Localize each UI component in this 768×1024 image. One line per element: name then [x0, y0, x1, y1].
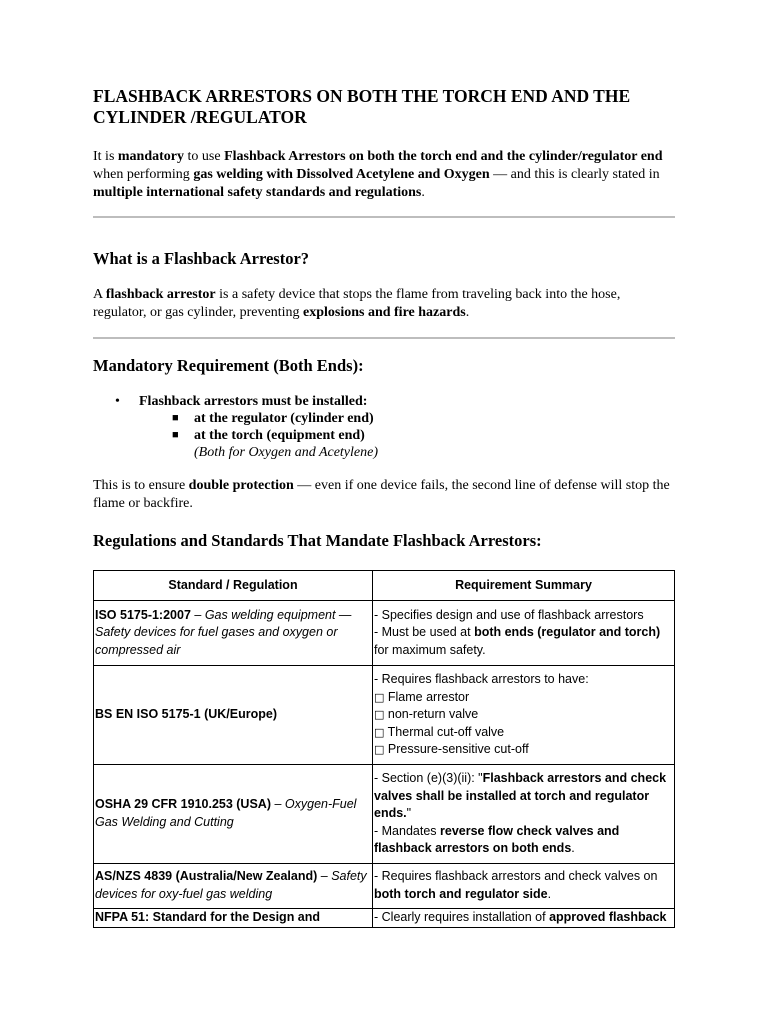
document-page [93, 86, 675, 928]
list-item [93, 393, 675, 410]
requirement-line [374, 624, 673, 642]
requirement-item [374, 741, 673, 759]
protection-text: — even if one device fails, the second line of defense will stop the flame or backfire. [93, 478, 670, 511]
requirement-item-label: Thermal cut-off valve [387, 724, 505, 739]
intro-text: . [421, 185, 425, 200]
table-row [94, 666, 675, 765]
table-row [94, 601, 675, 666]
requirement-line: - Requires flashback arrestors to have: [374, 672, 589, 687]
definition-bold: flashback arrestor [105, 287, 216, 302]
requirement-text: - Must be used at [374, 625, 475, 640]
list-item-label: Flashback arrestors must be installed: [139, 394, 368, 409]
intro-text: — and this is clearly stated in [489, 167, 660, 182]
requirement-bold: both torch and regulator side [374, 887, 548, 901]
divider [93, 337, 675, 339]
requirement-item-label: non-return valve [387, 707, 479, 722]
requirement-cell [373, 601, 675, 666]
definition-text: . [465, 305, 470, 320]
requirement-item [374, 689, 673, 707]
standard-description: Oxygen-Fuel Gas Welding and Cutting [95, 797, 357, 829]
divider [93, 216, 675, 218]
bullet-icon: • [115, 394, 120, 409]
requirement-text: - Mandates [374, 823, 441, 838]
section-heading-regulations: Regulations and Standards That Mandate Flashback Arrestors: [93, 531, 542, 550]
requirement-line [374, 823, 673, 858]
intro-text: when performing [93, 167, 194, 182]
separator: – [190, 607, 205, 622]
separator: – [317, 869, 332, 884]
intro-bold: mandatory [117, 149, 185, 164]
requirement-text: - Clearly requires installation of [374, 910, 550, 924]
intro-paragraph [93, 148, 675, 202]
sub-list-item [93, 410, 675, 427]
standards-table [93, 570, 675, 928]
square-bullet-icon: ■ [172, 429, 179, 441]
protection-bold: double protection [188, 478, 294, 493]
requirement-cell [373, 666, 675, 765]
requirement-text: " [406, 806, 412, 821]
definition-bold: explosions and fire hazards [302, 305, 466, 320]
requirement-list [93, 393, 675, 461]
table-row [94, 864, 675, 909]
requirement-text: . [547, 887, 552, 901]
checkbox-glyph-icon: □ [374, 743, 385, 757]
standard-name: ISO 5175-1:2007 [95, 607, 191, 622]
requirement-line: - Specifies design and use of flashback arrestors [374, 607, 644, 622]
requirement-text: . [571, 841, 575, 856]
column-header: Standard / Regulation [94, 571, 373, 601]
requirement-text: - Section (e)(3)(ii): " [374, 771, 483, 786]
sub-list-item-label: at the regulator (cylinder end) [194, 411, 374, 426]
checkbox-glyph-icon: □ [374, 708, 385, 722]
separator: – [271, 797, 285, 812]
standard-name: NFPA 51: Standard for the Design and [95, 910, 321, 924]
intro-bold: multiple international safety standards and regulations [93, 185, 422, 200]
intro-bold: gas welding with Dissolved Acetylene and Oxygen [193, 167, 490, 182]
definition-text: A [93, 287, 106, 302]
standard-name: OSHA 29 CFR 1910.253 (USA) [95, 797, 271, 812]
requirement-bold: Flashback arrestors and check valves shall be installed at torch and regulator ends. [374, 771, 667, 821]
standard-cell [94, 864, 373, 909]
intro-bold: Flashback Arrestors on both the torch end and the cylinder/regulator end [224, 149, 663, 164]
requirement-text: - Requires flashback arrestors and check valves on [374, 869, 658, 884]
section-heading-what-is: What is a Flashback Arrestor? [93, 249, 310, 268]
requirement-line: for maximum safety. [374, 642, 486, 657]
note-text: (Both for Oxygen and Acetylene) [194, 445, 379, 460]
protection-paragraph [93, 477, 675, 513]
table-row [94, 765, 675, 864]
requirement-cell [373, 765, 675, 864]
intro-text: to use [184, 149, 225, 164]
table-row [94, 909, 675, 928]
checkbox-glyph-icon: □ [374, 690, 385, 704]
requirement-bold: approved flashback [549, 910, 667, 924]
list-note [93, 444, 675, 461]
requirement-item [374, 724, 673, 742]
square-bullet-icon: ■ [172, 412, 179, 424]
standard-description: Safety devices for oxy-fuel gas welding [95, 869, 367, 901]
standard-cell [94, 666, 373, 765]
table-header-row [94, 571, 675, 601]
column-header: Requirement Summary [373, 571, 675, 601]
standard-name: BS EN ISO 5175-1 (UK/Europe) [95, 707, 277, 722]
standard-cell [94, 909, 373, 928]
requirement-item-label: Flame arrestor [387, 689, 470, 704]
intro-text: It is [93, 149, 118, 164]
standard-cell [94, 765, 373, 864]
requirement-cell [373, 909, 675, 928]
sub-list-item-label: at the torch (equipment end) [194, 428, 365, 443]
standard-cell [94, 601, 373, 666]
standard-description: Gas welding equipment — Safety devices for fuel gases and oxygen or compressed air [95, 607, 352, 657]
protection-text: This is to ensure [93, 478, 189, 493]
sub-list-item [93, 427, 675, 444]
requirement-bold: reverse flow check valves and flashback arrestors on both ends [374, 823, 620, 856]
checkbox-glyph-icon: □ [374, 725, 385, 739]
definition-paragraph [93, 286, 675, 322]
requirement-cell [373, 864, 675, 909]
document-title: FLASHBACK ARRESTORS ON BOTH THE TORCH END AND THE CYLINDER /REGULATOR [93, 86, 631, 127]
definition-text: is a safety device that stops the flame from traveling back into the hose, regulator, or gas cylinder, preventing [93, 287, 621, 320]
requirement-item [374, 706, 673, 724]
requirement-line [374, 770, 673, 823]
section-heading-mandatory: Mandatory Requirement (Both Ends): [93, 356, 364, 375]
requirement-bold: both ends (regulator and torch) [474, 625, 661, 640]
requirement-item-label: Pressure-sensitive cut-off [387, 742, 529, 757]
standard-name: AS/NZS 4839 (Australia/New Zealand) [95, 869, 318, 884]
